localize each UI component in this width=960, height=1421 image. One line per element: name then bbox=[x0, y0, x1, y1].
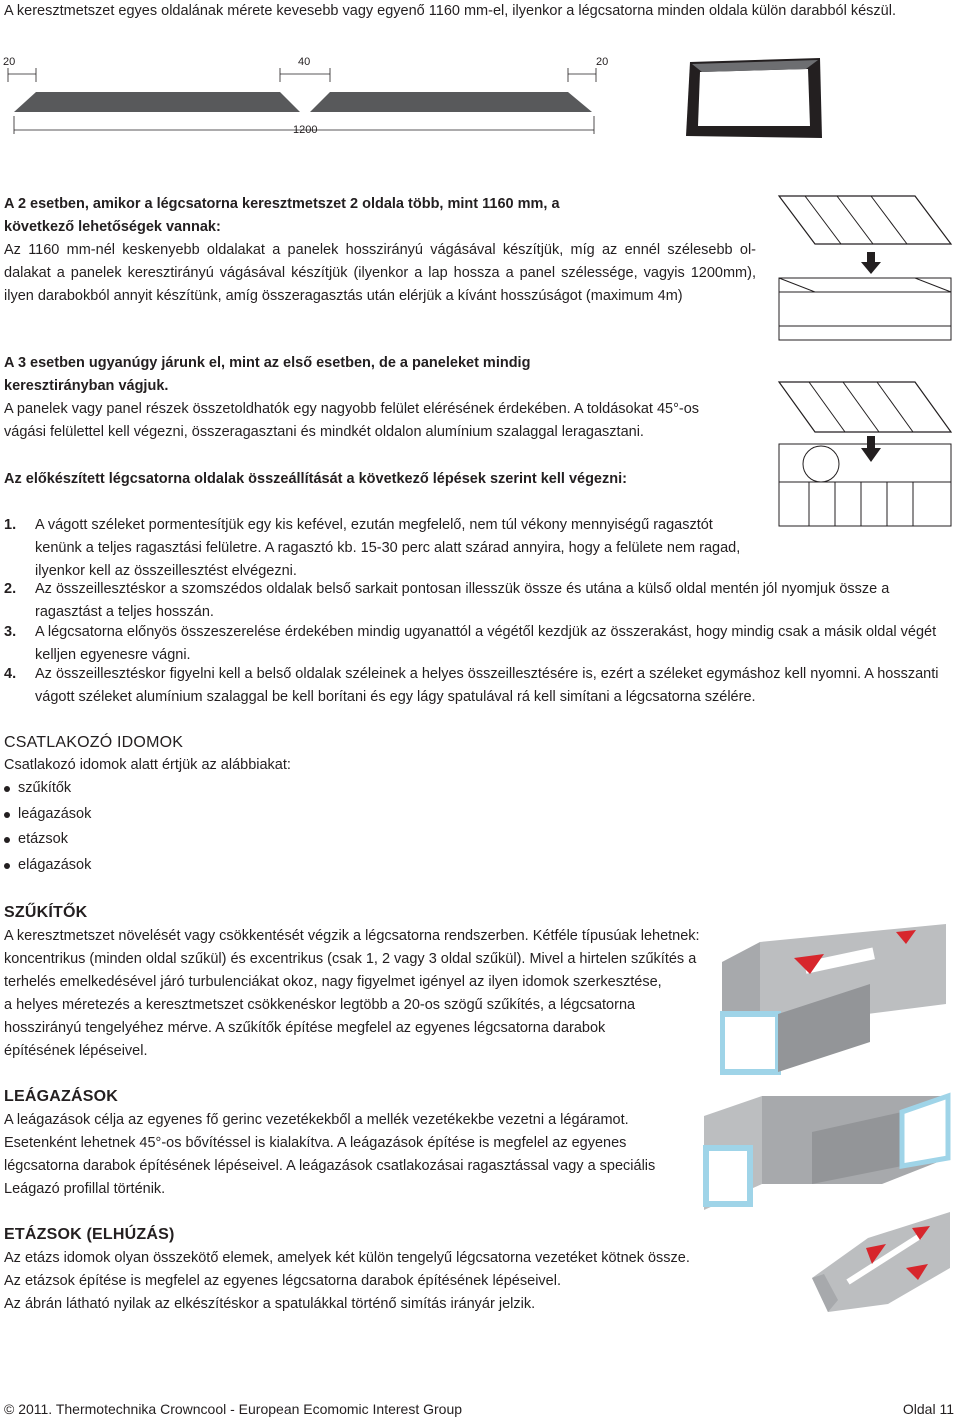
step-number: 3. bbox=[4, 624, 17, 640]
branches-body bbox=[4, 1109, 714, 1201]
branch-illustration bbox=[702, 1092, 952, 1214]
step-text: Az összeillesztéskor a szomszédos oldalak belső sarkait pontosan illesszük össze és utána a külső oldal mentén jól nyomjuk össze a ragasztást a teljes hosszán. bbox=[35, 581, 890, 620]
case3-heading: A 3 esetben ugyanúgy járunk el, mint az első esetben, de a paneleket mindig keresztirányban vágjuk. bbox=[4, 355, 531, 394]
list-item: szűkítők bbox=[4, 776, 91, 802]
arrow-down-icon bbox=[861, 262, 881, 274]
text-line: Az etázsok építése is megfelel az egyenes légcsatorna darabok építésének lépéseivel. bbox=[4, 1273, 561, 1289]
step-4 bbox=[4, 663, 954, 709]
cross-cut-illustration bbox=[775, 378, 955, 530]
assembly-heading: Az előkészített légcsatorna oldalak összeállítását a következő lépések szerint kell végezni: bbox=[4, 471, 627, 487]
duct-cross-section bbox=[680, 54, 830, 142]
step-text: Az összeillesztéskor figyelni kell a belső oldalak széleinek a helyes összeillesztésére is, ezért a széleket egymáshoz kell nyomni. A hosszanti vágott széleket alumínium szalaggal be kell borítani és egy lágy spatulával rá kell simítani a légcsatorna szélére. bbox=[35, 666, 939, 705]
arrow-down-icon bbox=[861, 448, 881, 462]
longitudinal-cut-illustration bbox=[775, 192, 955, 344]
footer-copyright: © 2011. Thermotechnika Crowncool - European Ecomomic Interest Group bbox=[4, 1401, 463, 1417]
dim-right-label: 20 bbox=[596, 56, 609, 68]
reducers-heading: SZŰKÍTŐK bbox=[4, 904, 88, 921]
fittings-intro: Csatlakozó idomok alatt értjük az alábbiakat: bbox=[4, 757, 291, 773]
branches-heading: LEÁGAZÁSOK bbox=[4, 1088, 118, 1105]
dim-mid-label: 40 bbox=[298, 56, 311, 68]
fittings-heading: CSATLAKOZÓ IDOMOK bbox=[4, 734, 184, 751]
text-line: A leágazások célja az egyenes fő gerinc vezetékekből a mellék vezetékekbe vezetni a légáramot. bbox=[4, 1112, 629, 1128]
text-line: Az ábrán látható nyilak az elkészítéskor a spatulákkal történő simítás irányár jelzik. bbox=[4, 1296, 536, 1312]
step-number: 2. bbox=[4, 581, 17, 597]
offsets-body bbox=[4, 1247, 764, 1316]
step-1 bbox=[4, 514, 954, 583]
step-number: 4. bbox=[4, 666, 17, 682]
fittings-list bbox=[4, 776, 91, 878]
case3-body: A panelek vagy panel részek összetoldhatók egy nagyobb felület elérésének érdekében. A toldásokat 45°-os vágási felülettel kell végezni, összeragasztani és mindkét oldalon alumínium szalaggal leragasztani. bbox=[4, 401, 700, 440]
offsets-heading: ETÁZSOK (ELHÚZÁS) bbox=[4, 1226, 175, 1243]
step-2 bbox=[4, 578, 954, 624]
reducers-body bbox=[4, 925, 764, 1063]
panel-segment-left bbox=[14, 92, 300, 112]
footer-page-number: Oldal 11 bbox=[902, 1401, 954, 1417]
text-line: A keresztmetszet növelését vagy csökkentését végzik a légcsatorna rendszerben. Kétféle típusúak lehetnek: bbox=[4, 928, 700, 944]
text-line: Esetenként lehetnek 45°-os bővítéssel is kialakítva. A leágazások építése is megfelel az egyenes bbox=[4, 1135, 627, 1151]
text-line: Leágazó profillal történik. bbox=[4, 1181, 166, 1197]
text-line: a helyes méretezés a keresztmetszet csökkenéskor legtöbb a 20-os szögű szűkítés, a légcsatorna bbox=[4, 997, 636, 1013]
case2-heading: A 2 esetben, amikor a légcsatorna keresztmetszet 2 oldala több, mint 1160 mm, a következő lehetőségek vannak: bbox=[4, 196, 560, 235]
text-line: terhelés emelkedésével járó turbulenciákat okoz, nagy figyelmet igényel az ilyen idomok szerkesztése, bbox=[4, 974, 662, 990]
dim-total-label: 1200 bbox=[293, 124, 318, 136]
dim-left-label: 20 bbox=[3, 56, 16, 68]
step-number: 1. bbox=[4, 517, 17, 533]
list-item: etázsok bbox=[4, 827, 91, 853]
panel-cut-diagram bbox=[0, 50, 620, 142]
text-line: hosszirányú tengelyéhez mérve. A szűkítők építése megfelel az egyenes légcsatorna darabok bbox=[4, 1020, 606, 1036]
text-line: légcsatorna darabok építésének lépéseivel. A leágazások csatlakozásai ragasztással vagy a speciális bbox=[4, 1158, 656, 1174]
step-text: A légcsatorna előnyös összeszerelése érdekében mindig ugyanattól a végétől kezdjük az összerakást, hogy mindig csak a másik oldal végét kelljen egyenesre vágni. bbox=[35, 624, 937, 663]
intro-paragraph: A keresztmetszet egyes oldalának mérete kevesebb vagy egyenő 1160 mm-el, ilyenkor a légcsatorna minden oldala külön darabból készül. bbox=[4, 3, 896, 19]
text-line: építésének lépéseivel. bbox=[4, 1043, 148, 1059]
case2-body: Az 1160 mm-nél keskenyebb oldalakat a panelek hosszirányú vágásával készítjük, míg az ennél szélesebb ol-dalakat a panelek keresztirányú vágásával készítjük (ilyenkor a lap hossza a panel szélessége, vagyis 1200mm), ilyen darabokból annyit készítünk, amíg összeragasztás után elérjük a kívánt hosszúságot (maximum 4m) bbox=[4, 242, 756, 304]
text-line: koncentrikus (minden oldal szűkül) és excentrikus (csak 1, 2 vagy 3 oldal szűkül). Mivel a hirtelen szűkítés a bbox=[4, 951, 697, 967]
list-item: elágazások bbox=[4, 853, 91, 879]
list-item: leágazások bbox=[4, 802, 91, 828]
panel-segment-right bbox=[310, 92, 592, 112]
step-3 bbox=[4, 621, 954, 667]
step-text: A vágott széleket pormentesítjük egy kis kefével, ezután megfelelő, nem túl vékony mennyiségű ragasztót kenünk a teljes ragasztási felületre. A ragasztó kb. 15-30 perc alatt szárad annyira, hogy a felülete nem ragad, ilyenkor kell az összeillesztést elvégezni. bbox=[35, 517, 741, 579]
text-line: Az etázs idomok olyan összekötő elemek, amelyek két külön tengelyű légcsatorna vezetéket kötnek össze. bbox=[4, 1250, 690, 1266]
reducer-illustration bbox=[720, 922, 950, 1082]
offset-illustration bbox=[808, 1208, 954, 1316]
